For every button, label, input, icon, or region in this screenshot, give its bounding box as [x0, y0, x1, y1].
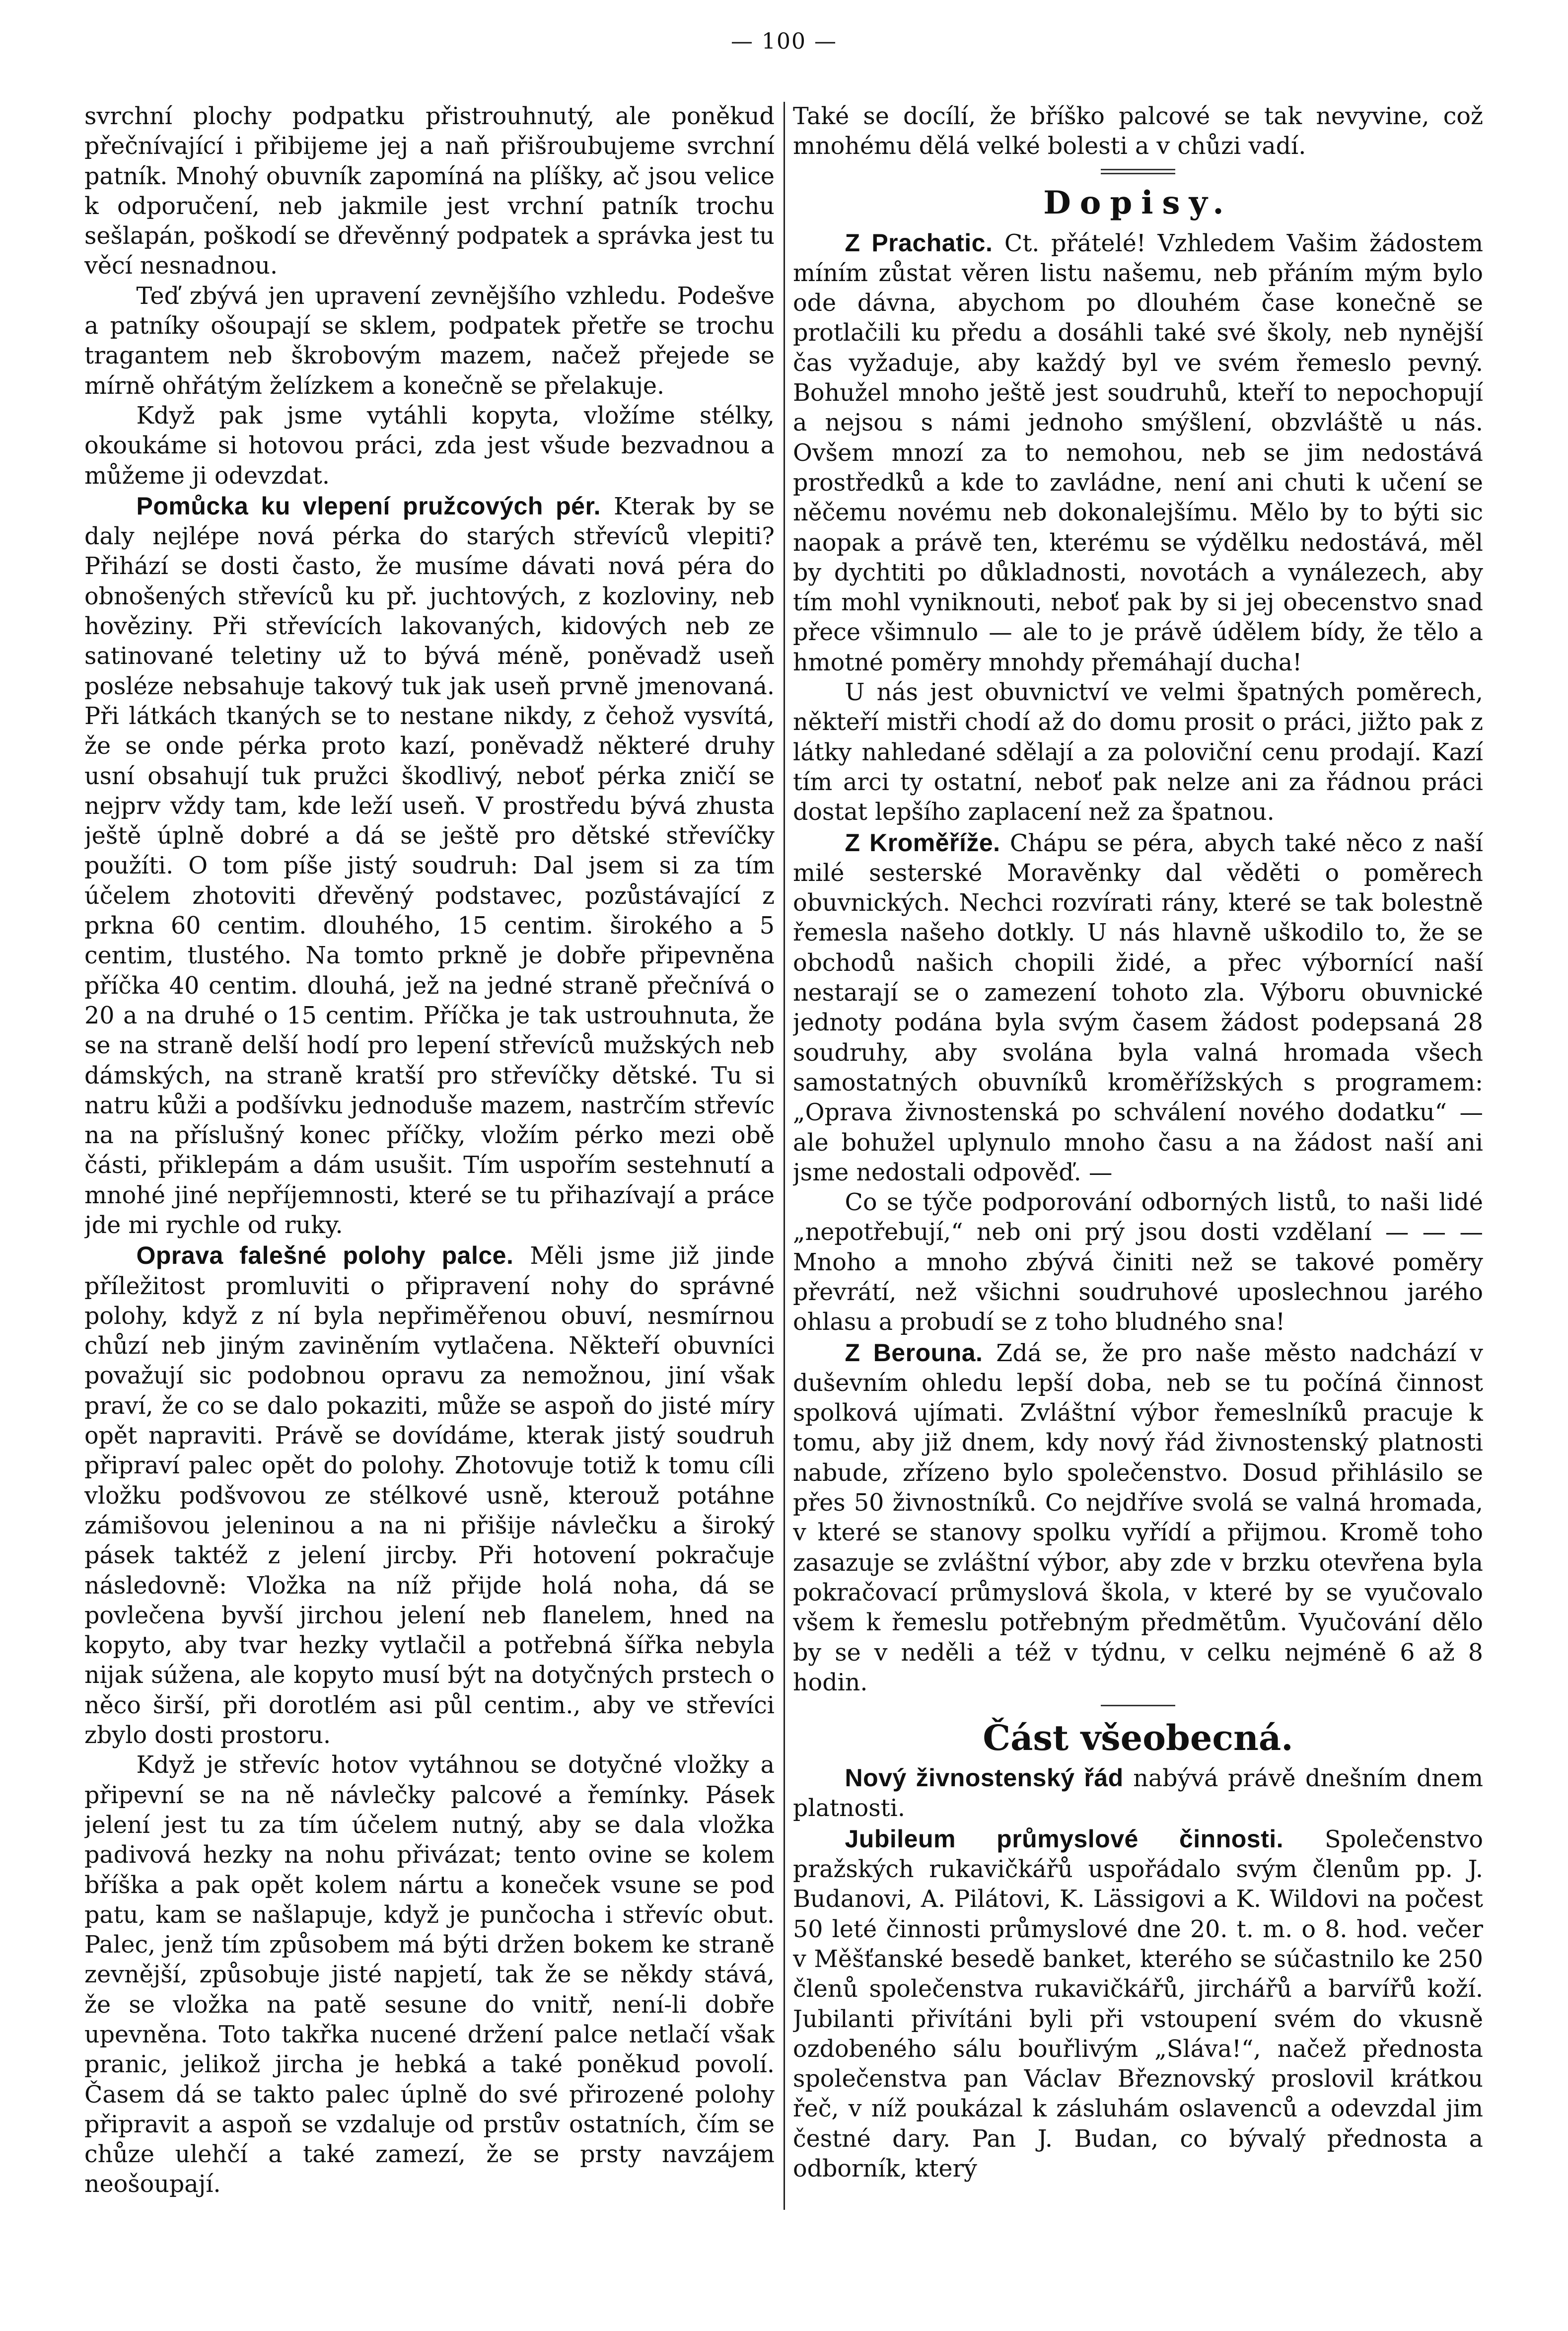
paragraph: Když je střevíc hotov vytáhnou se dotyčné vložky a připevní se na ně návlečky palcové a řemínky. Pásek jelení jest tu za tím účelem nutný, aby se dala vložka padivová hezky na nohu přivázat; tento ovine se kolem bříška a pak opět kolem nártu a koneček vsune se pod patu, kam se našlapuje, když je punčocha i střevíc obut. Palec, jenž tím způsobem má býti držen bokem ke straně zevnější, způsobuje jisté napjetí, tak že se někdy stává, že se vložka na patě sesune do vnitř, není-li dobře upevněna. Toto takřka nucené držení palce netlačí však pranic, jelikož jircha je hebká a také poněkud povolí. Časem dá se takto palec úplně do své přirozené polohy připravit a aspoň se vzdaluje od prstův ostatních, čím se chůze ulehčí a také zamezí, že se prsty navzájem neošoupají. [84, 1751, 775, 2198]
news-body: Společenstvo pražských rukavičkářů uspořádalo svým členům pp. J. Budanovi, A. Pilátovi, K. Lässigovi a K. Wildovi na počest 50 leté činnosti průmyslové dne 20. t. m. o 8. hod. večer v Měšťanské besedě banket, kterého se súčastnilo ke 250 členů společenstva rukavičkářů, jirchářů a barvířů koží. Jubilanti přivítáni byli při vstoupení svém do vkusně ozdobeného sálu bouřlivým „Sláva!“, načež přednosta společenstva pan Václav Březnovský proslovil krátkou řeč, v níž poukázal k zásluhám oslavenců a odevzdal jim čestné dary. Pan J. Budan, co bývalý přednosta a odborník, který [793, 1825, 1483, 2183]
article-title: Oprava falešné polohy palce. [136, 1241, 514, 1270]
paragraph: Když pak jsme vytáhli kopyta, vložíme stélky, okoukáme si hotovou práci, zda jest všude bezvadnou a můžeme ji odevzdat. [84, 402, 775, 490]
paragraph: Také se docílí, že bříško palcové se tak nevyvine, což mnohému dělá velké bolesti a v chůzi vadí. [793, 103, 1483, 160]
paragraph: Teď zbývá jen upravení zevnějšího vzhledu. Podešve a patníky ošoupají se sklem, podpatek přetře se trochu tragantem neb škrobovým mazem, načež přejede se mírně ohřátým želízkem a konečně se přelakuje. [84, 282, 775, 400]
letter-place: Z Kroměříže. [845, 828, 1000, 857]
separator-rule [1101, 169, 1175, 174]
letter-body: Ct. přátelé! Vzhledem Vašim žádostem míním zůstat věren listu našemu, neb přáním mým bylo ode dávna, abychom po dlouhém čase konečně se protlačili ku předu a dosáhli také své školy, neb nynější čas vyžaduje, aby každý byl ve svém řemeslo pevný. Bohužel mnoho ještě jest soudruhů, kteří to nepochopují a nejsou s námi jednoho smýšlení, obzvláště u nás. Ovšem mnozí za to nemohou, neb se jim nedostává prostředků a kde to zavládne, není ani chuti k učení se něčemu novému neb dokonalejšímu. Mělo by to býti sic naopak a právě ten, kterému se výdělku nedostává, měl by dychtiti po důkladnosti, novotách a vynálezech, aby tím mohl vyniknouti, neboť pak by si jej obecenstvo snad přece všimnulo — ale to je právě údělem bídy, že tělo a hmotné poměry mnohdy přemáhají ducha! [793, 229, 1483, 676]
letter-prachatice [793, 228, 1483, 678]
letter-place: Z Berouna. [845, 1338, 983, 1367]
article-body: Kterak by se daly nejlépe nová pérka do starých střevíců vlepiti? Přihází se dosti často, že musíme dávati nová péra do obnošených střevíců ku př. juchtových, z kozloviny, neb hověziny. Při střevících lakovaných, kidových neb ze satinované teletiny už to bývá méně, poněvadž useň posléze nebsahuje takový tuk jak useň prvně jmenovaná. Při látkách tkaných se to nestane nikdy, z čehož vysvítá, že se onde pérka proto kazí, poněvadž některé druhy usní obsahují tuk pružci škodlivý, neboť pérka zničí se nejprv vždy tam, kde leží useň. V prostředu bývá zhusta ještě úplně dobré a dá se ještě pro dětské střevíčky použíti. O tom píše jistý soudruh: Dal jsem si za tím účelem zhotoviti dřevěný podstavec, pozůstávající z prkna 60 centim. dlouhého, 15 centim. širokého a 5 centim, tlustého. Na tomto prkně je dobře připevněna příčka 40 centim. dlouhá, jež na jedné straně přečnívá o 20 a na druhé o 15 centim. Příčka je tak ustrouhnuta, že se na straně delší hodí pro lepení střevíců mužských neb dámských, na straně kratší pro střevíčky dětské. Tu si natru kůži a podšívku jednoduše mazem, nastrčím střevíc na na příslušný konec příčky, vložím pérko mezi obě části, přiklepám a dám usušit. Tím uspořím sestehnutí a mnohé jiné nepříjemnosti, které se tu přihazívají a práce jde mi rychle od ruky. [84, 493, 775, 1239]
column-divider [784, 102, 785, 2210]
separator-rule [1101, 1705, 1175, 1706]
right-column [793, 102, 1483, 2297]
left-column [84, 102, 775, 2297]
letter-body: Chápu se péra, abych také něco z naší milé sesterské Moravěnky dal věděti o poměrech obuvnických. Nechci rozvírati rány, které se tak bolestně řemesla našeho dotkly. U nás hlavně uškodilo to, že se obchodů našich chopili židé, a přec výbornící naší nestarají se o zamezení tohoto zla. Výboru obuvnické jednoty podána byla svým časem žádost podepsaná 28 soudruhy, aby svolána byla valná hromada všech samostatných obuvníků kroměřížských s programem: „Oprava živnostenská po schválení nového dodatku“ — ale bohužel uplynulo mnoho času a na žádost naší ani jsme nedostali odpověď. — [793, 829, 1483, 1186]
article-pomucka [84, 491, 775, 1240]
paragraph: svrchní plochy podpatku přistrouhnutý, ale poněkud přečnívající i přibijeme jej a naň přišroubujeme svrchní patník. Mnohý obuvník zapomíná na plíšky, ač jsou velice k odporučení, neb jakmile jest vrchní patník trochu sešlapán, poškodí se dřevěnný podpatek a správka jest tu věcí nesnadnou. [84, 103, 775, 280]
paragraph: U nás jest obuvnictví ve velmi špatných poměrech, někteří mistři chodí až do domu prosit o práci, jižto pak z látky nahledané sdělají a za poloviční cenu prodají. Kazí tím arci ty ostatní, neboť pak nelze ani za řádnou práci dostat lepšího zaplacení než za špatnou. [793, 679, 1483, 826]
news-title: Nový živnostenský řád [845, 1764, 1124, 1792]
section-title-dopisy: Dopisy. [1043, 184, 1233, 221]
letter-beroun [793, 1338, 1483, 1698]
news-title: Jubileum průmyslové činnosti. [845, 1824, 1284, 1853]
article-title: Pomůcka ku vlepení pružcových pér. [136, 492, 601, 520]
news-item [793, 1824, 1483, 2185]
news-body: nabývá právě dnešním dnem platnosti. [793, 1765, 1483, 1822]
letter-body: Zdá se, že pro naše město nadchází v duševním ohledu lepší doba, neb se tu počíná činnost spolková ujímati. Zvláštní výbor řemeslníků pracuje k tomu, aby již dnem, kdy nový řád živnostenský platnosti nabude, zřízeno bylo společenstvo. Dosud přihlásilo se přes 50 živnostníků. Co nejdříve svolá se valná hromada, v které se stanovy spolku vyřídí a přijmou. Kromě toho zasazuje se zvláštní výbor, aby zde v brzku otevřena byla pokračovací průmyslová škola, v které by se vyučovalo všem k řemeslu potřebným předmětům. Vyučování dělo by se v neděli a též v týdnu, v celku nejméně 6 až 8 hodin. [793, 1339, 1483, 1696]
letter-place: Z Prachatic. [845, 228, 993, 257]
article-oprava [84, 1240, 775, 1750]
news-item [793, 1763, 1483, 1824]
page-number: — 100 — [731, 29, 837, 54]
article-body: Měli jsme již jinde příležitost promluviti o připravení nohy do správné polohy, když z ní byla nepřiměřenou obuví, nesmírnou chůzí neb jiným zaviněním vytlačena. Někteří obuvníci považují sic podobnou opravu za nemožnou, jiní však praví, že co se dalo pokaziti, může se aspoň do jisté míry opět napraviti. Právě se dovídáme, kterak jistý soudruh připraví palec opět do polohy. Zhotovuje totiž k tomu cíli vložku podšvovou ze stélkové usně, kterouž potáhne zámišovou jeleninou a na ni přišije návlečku a široký pásek taktéž z jelení jircby. Při hotovení pokračuje následovně: Vložka na níž přijde holá noha, dá se povlečena byvší jirchou jelení neb flanelem, hned na kopyto, aby tvar hezky vytlačil a potřebná šířka nebyla nijak súžena, ale kopyto musí být na dotyčných prstech o něco širší, při dorotlém asi půl centim., aby ve střevíci zbylo dosti prostoru. [84, 1242, 775, 1749]
paragraph: Co se týče podporování odborných listů, to naši lidé „nepotřebují,“ neb oni prý jsou dosti vzdělaní — — — Mnoho a mnoho zbývá činiti než se takové poměry převrátí, než všichni soudruhové uposlechnou jarého ohlasu a probudí se z toho bludného sna! [793, 1189, 1483, 1336]
letter-kromeriz [793, 828, 1483, 1188]
section-title-cast-vseobecna: Část všeobecná. [983, 1717, 1293, 1759]
